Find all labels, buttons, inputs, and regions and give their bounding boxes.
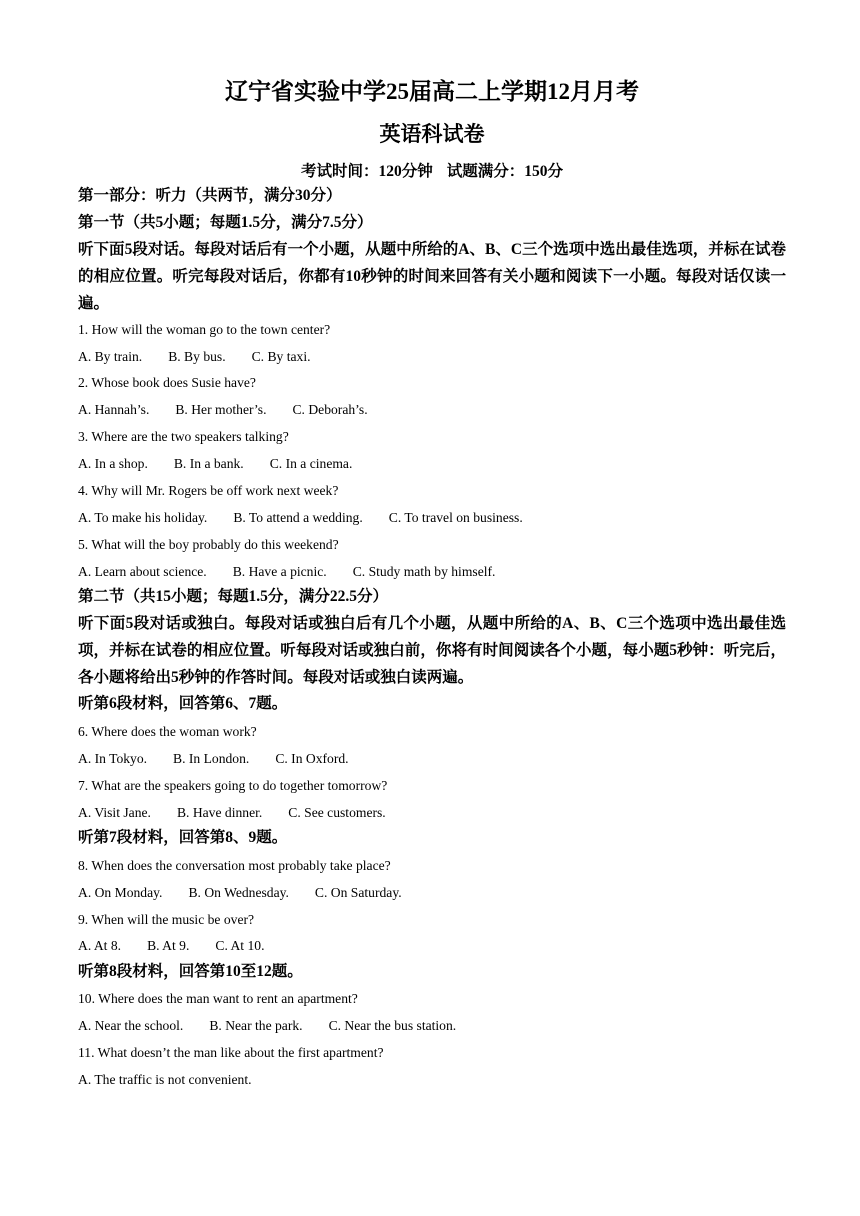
question-options — [78, 400, 368, 420]
question-stem: 3. Where are the two speakers talking? — [78, 429, 289, 444]
option-c: C. Near the bus station. — [328, 1018, 457, 1033]
option-b: B. In a bank. — [173, 456, 244, 471]
question-options — [78, 1016, 456, 1036]
option-c: C. In a cinema. — [269, 456, 353, 471]
question-stem: 8. When does the conversation most probably take place? — [78, 858, 391, 873]
option-b: B. On Wednesday. — [188, 885, 289, 900]
question-stem: 10. Where does the man want to rent an apartment? — [78, 991, 358, 1006]
question-options — [78, 508, 523, 528]
part1-heading: 第一部分：听力（共两节，满分30分） — [78, 187, 342, 204]
question-stem: 11. What doesn’t the man like about the first apartment? — [78, 1045, 384, 1060]
material-6-heading: 听第6段材料，回答第6、7题。 — [78, 695, 288, 712]
option-c: C. On Saturday. — [314, 885, 402, 900]
option-b: B. By bus. — [168, 349, 226, 364]
question-options — [78, 803, 386, 823]
question-stem: 2. Whose book does Susie have? — [78, 375, 256, 390]
option-b: B. Have a picnic. — [232, 564, 327, 579]
option-a: A. Learn about science. — [78, 564, 207, 579]
option-b: B. To attend a wedding. — [233, 510, 363, 525]
option-a: A. In a shop. — [78, 456, 148, 471]
section2-heading: 第二节（共15小题；每题1.5分，满分22.5分） — [78, 588, 389, 605]
exam-subtitle: 英语科试卷 — [379, 122, 485, 146]
exam-title: 辽宁省实验中学25届高二上学期12月月考 — [225, 79, 639, 104]
question-options — [78, 749, 349, 769]
question-stem: 4. Why will Mr. Rogers be off work next week? — [78, 483, 339, 498]
option-a: A. To make his holiday. — [78, 510, 208, 525]
option-a: A. Hannah’s. — [78, 402, 150, 417]
option-c: C. Study math by himself. — [352, 564, 496, 579]
question-stem: 7. What are the speakers going to do together tomorrow? — [78, 778, 388, 793]
question-stem: 1. How will the woman go to the town center? — [78, 322, 331, 337]
exam-full-score: 试题满分：150分 — [446, 163, 564, 180]
option-c: C. Deborah’s. — [292, 402, 368, 417]
option-c: C. To travel on business. — [388, 510, 523, 525]
option-a: A. Near the school. — [78, 1018, 184, 1033]
option-c: C. At 10. — [215, 938, 265, 953]
option-b: B. At 9. — [147, 938, 190, 953]
question-options — [78, 1070, 252, 1090]
question-options — [78, 347, 311, 367]
question-options — [78, 562, 495, 582]
question-options — [78, 883, 402, 903]
option-c: C. See customers. — [288, 805, 386, 820]
question-options — [78, 936, 264, 956]
option-c: C. In Oxford. — [275, 751, 349, 766]
question-stem: 6. Where does the woman work? — [78, 724, 257, 739]
option-b: B. Have dinner. — [176, 805, 263, 820]
material-8-heading: 听第8段材料，回答第10至12题。 — [78, 963, 303, 980]
option-a: A. The traffic is not convenient. — [78, 1072, 252, 1087]
option-a: A. By train. — [78, 349, 143, 364]
question-stem: 5. What will the boy probably do this weekend? — [78, 537, 339, 552]
question-stem: 9. When will the music be over? — [78, 912, 255, 927]
material-7-heading: 听第7段材料，回答第8、9题。 — [78, 829, 288, 846]
section1-instructions: 听下面5段对话。每段对话后有一个小题，从题中所给的A、B、C三个选项中选出最佳选项，并标在试卷的相应位置。听完每段对话后，你都有10秒钟的时间来回答有关小题和阅读下一小题。每段对话仅读一遍。 — [78, 241, 786, 312]
option-c: C. By taxi. — [251, 349, 311, 364]
option-b: B. Near the park. — [209, 1018, 303, 1033]
option-a: A. In Tokyo. — [78, 751, 148, 766]
exam-info — [78, 159, 786, 181]
exam-time: 考试时间：120分钟 — [300, 163, 433, 180]
option-b: B. In London. — [173, 751, 250, 766]
question-options — [78, 454, 352, 474]
option-a: A. On Monday. — [78, 885, 163, 900]
section1-heading: 第一节（共5小题；每题1.5分，满分7.5分） — [78, 214, 373, 231]
option-a: A. At 8. — [78, 938, 122, 953]
option-b: B. Her mother’s. — [175, 402, 267, 417]
option-a: A. Visit Jane. — [78, 805, 151, 820]
section2-instructions: 听下面5段对话或独白。每段对话或独白后有几个小题，从题中所给的A、B、C三个选项中选出最佳选项，并标在试卷的相应位置。听每段对话或独白前，你将有时间阅读各个小题，每小题5秒钟：听完后，各小题将给出5秒钟的作答时间。每段对话或独白读两遍。 — [78, 615, 786, 686]
